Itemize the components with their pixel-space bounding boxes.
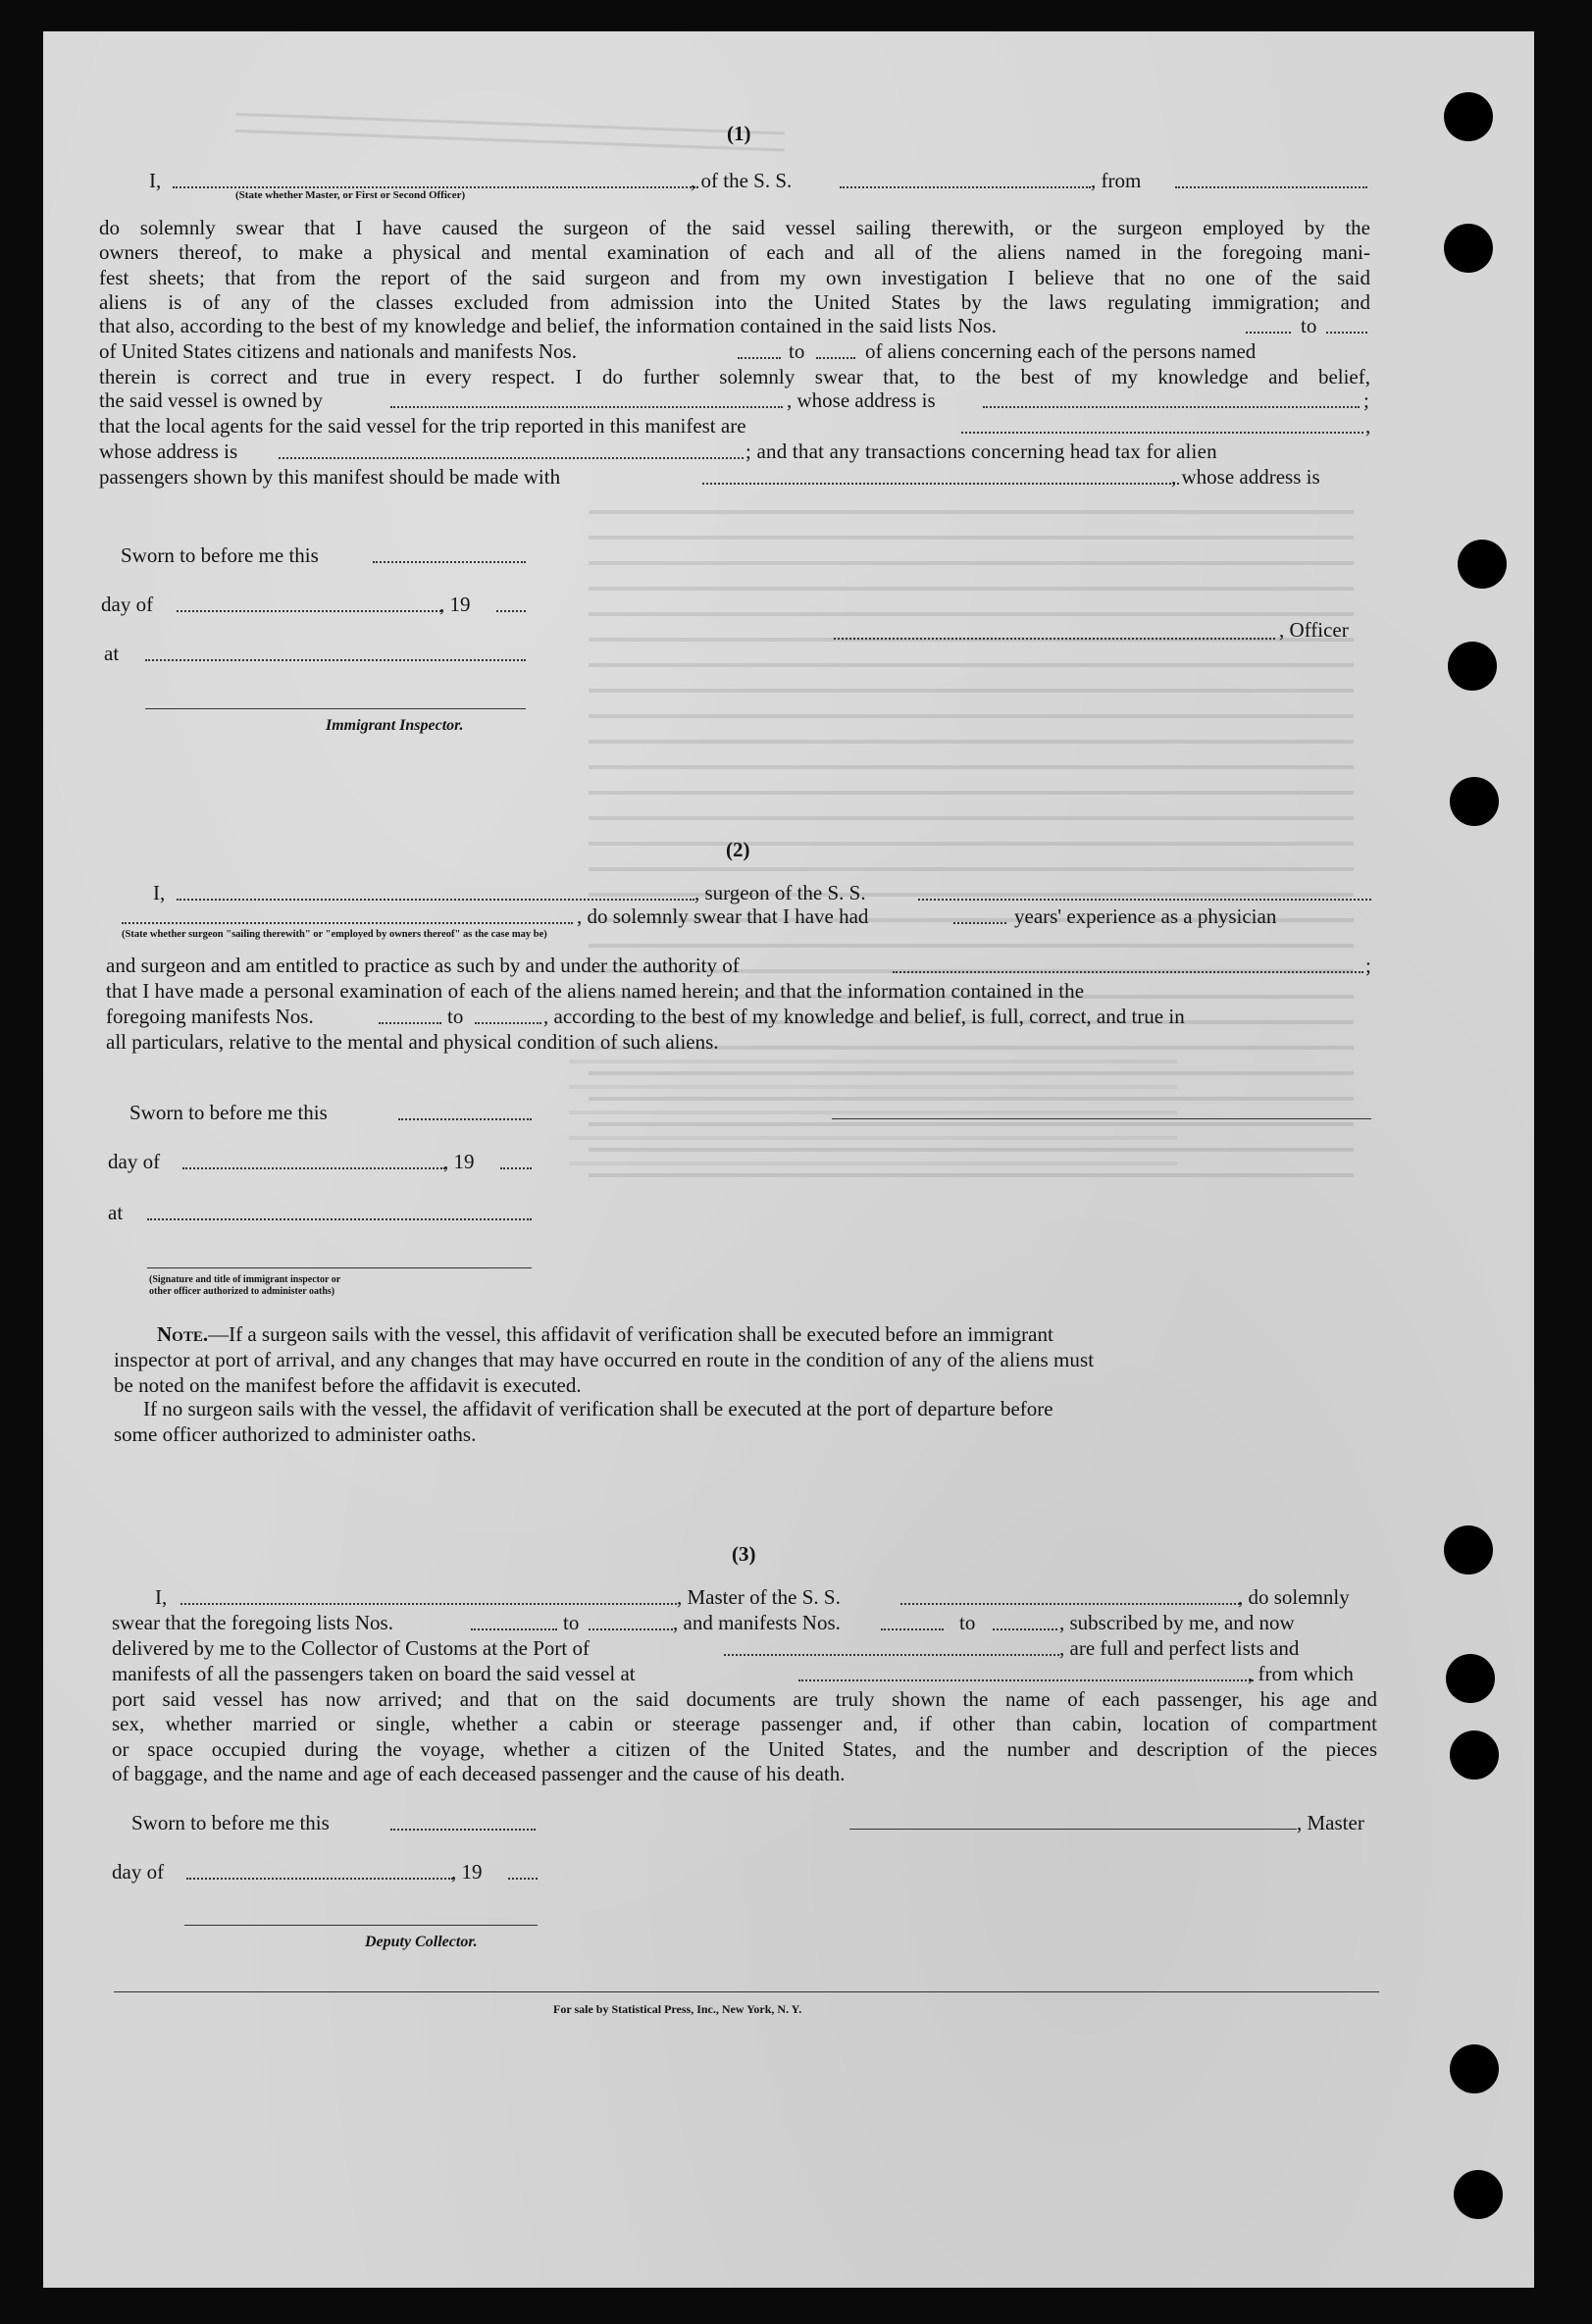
- local-agents-line: that the local agents for the said vessel for the trip reported in this manifest are: [99, 414, 746, 438]
- punch-hole: [1450, 2044, 1499, 2093]
- lists-to-field[interactable]: [589, 1628, 673, 1630]
- day-of-field[interactable]: [177, 610, 441, 612]
- year-label: , 19: [439, 593, 471, 616]
- to-label: to: [1301, 314, 1317, 337]
- surgeon-vessel-field[interactable]: [918, 899, 1371, 901]
- sworn-date-field[interactable]: [398, 1118, 532, 1120]
- manifests-to-field[interactable]: [475, 1022, 541, 1024]
- sworn-label: Sworn to before me this: [129, 1101, 328, 1124]
- of-the-ss-label: , of the S. S.: [691, 169, 793, 192]
- year-label: , 19: [443, 1150, 475, 1173]
- according-text: , according to the best of my knowledge and belief, is full, correct, and true in: [543, 1005, 1185, 1028]
- owner-address-field[interactable]: [983, 406, 1360, 408]
- section-number: (3): [732, 1542, 756, 1566]
- vessel-name-field[interactable]: [840, 186, 1091, 188]
- note-line-3: be noted on the manifest before the affidavit is executed.: [114, 1373, 582, 1397]
- section-number: (2): [726, 838, 750, 861]
- i-label: I,: [155, 1585, 168, 1609]
- embark-port-field[interactable]: [798, 1679, 1254, 1681]
- lists-from-field[interactable]: [1246, 332, 1291, 334]
- note-label: Note.: [157, 1322, 209, 1346]
- agent-address-line: whose address is: [99, 439, 238, 463]
- authority-field[interactable]: [893, 971, 1363, 973]
- punch-hole: [1450, 1730, 1499, 1780]
- section-number: (1): [727, 122, 751, 145]
- deputy-signature-line[interactable]: [184, 1925, 538, 1926]
- surgeon-hint: (State whether surgeon "sailing therewith" or "employed by owners thereof" as the case may be): [122, 929, 547, 940]
- manifests-from-field[interactable]: [738, 357, 781, 359]
- lists-line: that also, according to the best of my knowledge and belief, the information contained in the said lists Nos.: [99, 314, 998, 337]
- manifests-from-field[interactable]: [379, 1022, 441, 1024]
- head-tax-contact-field[interactable]: [702, 483, 1179, 485]
- note-line-1: Note.—If a surgeon sails with the vessel, this affidavit of verification shall be executed before an immigrant: [157, 1322, 1053, 1346]
- years-experience-field[interactable]: [953, 922, 1006, 924]
- years-experience-label: years' experience as a physician: [1014, 904, 1277, 928]
- punch-hole: [1444, 92, 1493, 141]
- year-label: , 19: [451, 1860, 483, 1884]
- punch-hole: [1458, 540, 1507, 589]
- owned-by-line: the said vessel is owned by: [99, 388, 324, 412]
- sworn-label: Sworn to before me this: [131, 1811, 330, 1834]
- i-label: I,: [149, 169, 162, 192]
- lists-from-field[interactable]: [471, 1628, 557, 1630]
- deputy-collector-label: Deputy Collector.: [365, 1934, 478, 1950]
- to-label: to: [563, 1611, 580, 1634]
- sworn-date-field[interactable]: [373, 561, 526, 563]
- punch-hole: [1450, 777, 1499, 826]
- from-port-field[interactable]: [1175, 186, 1367, 188]
- surgeon-name-field[interactable]: [177, 899, 694, 901]
- manifests-from-field[interactable]: [881, 1628, 944, 1630]
- officer-label: , Officer: [1279, 618, 1349, 642]
- subscribed-text: , subscribed by me, and now: [1059, 1611, 1295, 1634]
- of-aliens-text: of aliens concerning each of the persons named: [865, 339, 1257, 363]
- head-tax-text: ; and that any transactions concerning head tax for alien: [745, 439, 1217, 463]
- do-swear-label: , do solemnly swear that I have had: [577, 904, 869, 928]
- at-location-field[interactable]: [147, 1218, 532, 1220]
- year-field[interactable]: [496, 610, 526, 612]
- manifests-to-field[interactable]: [993, 1628, 1057, 1630]
- manifests-line: of United States citizens and nationals and manifests Nos.: [99, 339, 577, 363]
- port-field[interactable]: [724, 1654, 1059, 1656]
- immigrant-inspector-label: Immigrant Inspector.: [326, 717, 464, 734]
- note-line-5: some officer authorized to administer oaths.: [114, 1422, 477, 1446]
- to-label: to: [789, 339, 805, 363]
- officer-name-field[interactable]: [173, 186, 698, 188]
- master-name-field[interactable]: [180, 1603, 677, 1605]
- manifests-to-field[interactable]: [816, 357, 855, 359]
- sworn-right-line[interactable]: [832, 1118, 1371, 1119]
- officer-signature-field[interactable]: [834, 638, 1275, 640]
- practice-line: and surgeon and am entitled to practice as such by and under the authority of: [106, 954, 740, 977]
- manifests-line: foregoing manifests Nos.: [106, 1005, 314, 1028]
- master-signature-line[interactable]: [849, 1829, 1297, 1830]
- sworn-date-field[interactable]: [390, 1829, 536, 1831]
- sworn-label: Sworn to before me this: [121, 543, 319, 567]
- particulars-line: all particulars, relative to the mental and physical condition of such aliens.: [106, 1030, 719, 1054]
- and-manifests-text: , and manifests Nos.: [673, 1611, 841, 1634]
- from-which-text: , from which: [1248, 1662, 1354, 1685]
- day-of-label: day of: [108, 1150, 161, 1173]
- master-label: , Master: [1297, 1811, 1364, 1834]
- punch-hole: [1444, 224, 1493, 273]
- signature-hint-2: other officer authorized to administer oaths): [149, 1286, 335, 1297]
- at-label: at: [108, 1201, 124, 1224]
- note-line-4: If no surgeon sails with the vessel, the affidavit of verification shall be executed at the port of departure before: [143, 1397, 1053, 1420]
- at-location-field[interactable]: [145, 659, 526, 661]
- officer-hint: (State whether Master, or First or Second Officer): [235, 189, 466, 201]
- agent-address-field[interactable]: [279, 457, 744, 459]
- master-of-label: , Master of the S. S.: [677, 1585, 841, 1609]
- owner-field[interactable]: [390, 406, 783, 408]
- from-label: , from: [1091, 169, 1142, 192]
- footer-rule: [114, 1991, 1379, 1992]
- i-label: I,: [153, 881, 166, 904]
- at-label: at: [104, 642, 120, 665]
- day-of-field[interactable]: [186, 1878, 453, 1880]
- lists-to-field[interactable]: [1326, 332, 1367, 334]
- year-field[interactable]: [500, 1167, 532, 1169]
- manifests-of-text: manifests of all the passengers taken on board the said vessel at: [112, 1662, 636, 1685]
- to-label: to: [447, 1005, 464, 1028]
- oath-paragraph-cont: therein is correct and true in every respect. I do further solemnly swear that, to the best of my knowledge and belief,: [99, 365, 1370, 388]
- note-line-2: inspector at port of arrival, and any changes that may have occurred en route in the condition of any of the aliens must: [114, 1348, 1095, 1371]
- year-field[interactable]: [508, 1878, 538, 1880]
- exam-line: that I have made a personal examination of each of the aliens named herein; and that the information contained in the: [106, 979, 1085, 1003]
- passengers-line: passengers shown by this manifest should be made with: [99, 465, 561, 489]
- signature-hint-1: (Signature and title of immigrant inspector or: [149, 1274, 341, 1285]
- day-of-label: day of: [112, 1860, 165, 1884]
- are-full-text: , are full and perfect lists and: [1059, 1636, 1300, 1660]
- oath-paragraph: do solemnly swear that I have caused the surgeon of the said vessel sailing therewith, or the surgeon employed by the owners thereof, to make a physical and mental examination of each and all of the aliens named in the foregoing mani- fest sheets; that from the report of the said surgeon and from my own investigation I believe that no one of the said aliens is of any of the classes excluded from admission into the United States by the laws regulating immigration; and: [99, 216, 1370, 315]
- master-vessel-field[interactable]: [900, 1603, 1240, 1605]
- surgeon-of-label: , surgeon of the S. S.: [694, 881, 866, 904]
- swear-lists-text: swear that the foregoing lists Nos.: [112, 1611, 393, 1634]
- do-solemnly-label: , do solemnly: [1238, 1585, 1350, 1609]
- day-of-field[interactable]: [182, 1167, 445, 1169]
- signature-line[interactable]: [147, 1267, 532, 1268]
- punch-hole: [1448, 642, 1497, 691]
- master-oath-paragraph: port said vessel has now arrived; and that on the said documents are truly shown the name of each passenger, his age and sex, whether married or single, whether a cabin or steerage passenger and, if other than cabin, location of compartment or space occupied during the voyage, whether a citizen of the United States, and the number and description of the pieces: [112, 1687, 1377, 1761]
- punch-hole: [1454, 2170, 1503, 2219]
- whose-address-label: , whose address is: [787, 388, 936, 412]
- surgeon-status-field[interactable]: [122, 922, 573, 924]
- day-of-label: day of: [101, 593, 154, 616]
- delivered-text: delivered by me to the Collector of Customs at the Port of: [112, 1636, 590, 1660]
- punch-hole: [1446, 1654, 1495, 1703]
- master-oath-last-line: of baggage, and the name and age of each deceased passenger and the cause of his death.: [112, 1762, 846, 1785]
- whose-address-label: , whose address is: [1171, 465, 1320, 489]
- local-agents-field[interactable]: [961, 432, 1363, 434]
- inspector-signature-line[interactable]: [145, 708, 526, 709]
- to-label: to: [959, 1611, 976, 1634]
- printer-credit: For sale by Statistical Press, Inc., New York, N. Y.: [553, 2002, 802, 2016]
- punch-hole: [1444, 1525, 1493, 1575]
